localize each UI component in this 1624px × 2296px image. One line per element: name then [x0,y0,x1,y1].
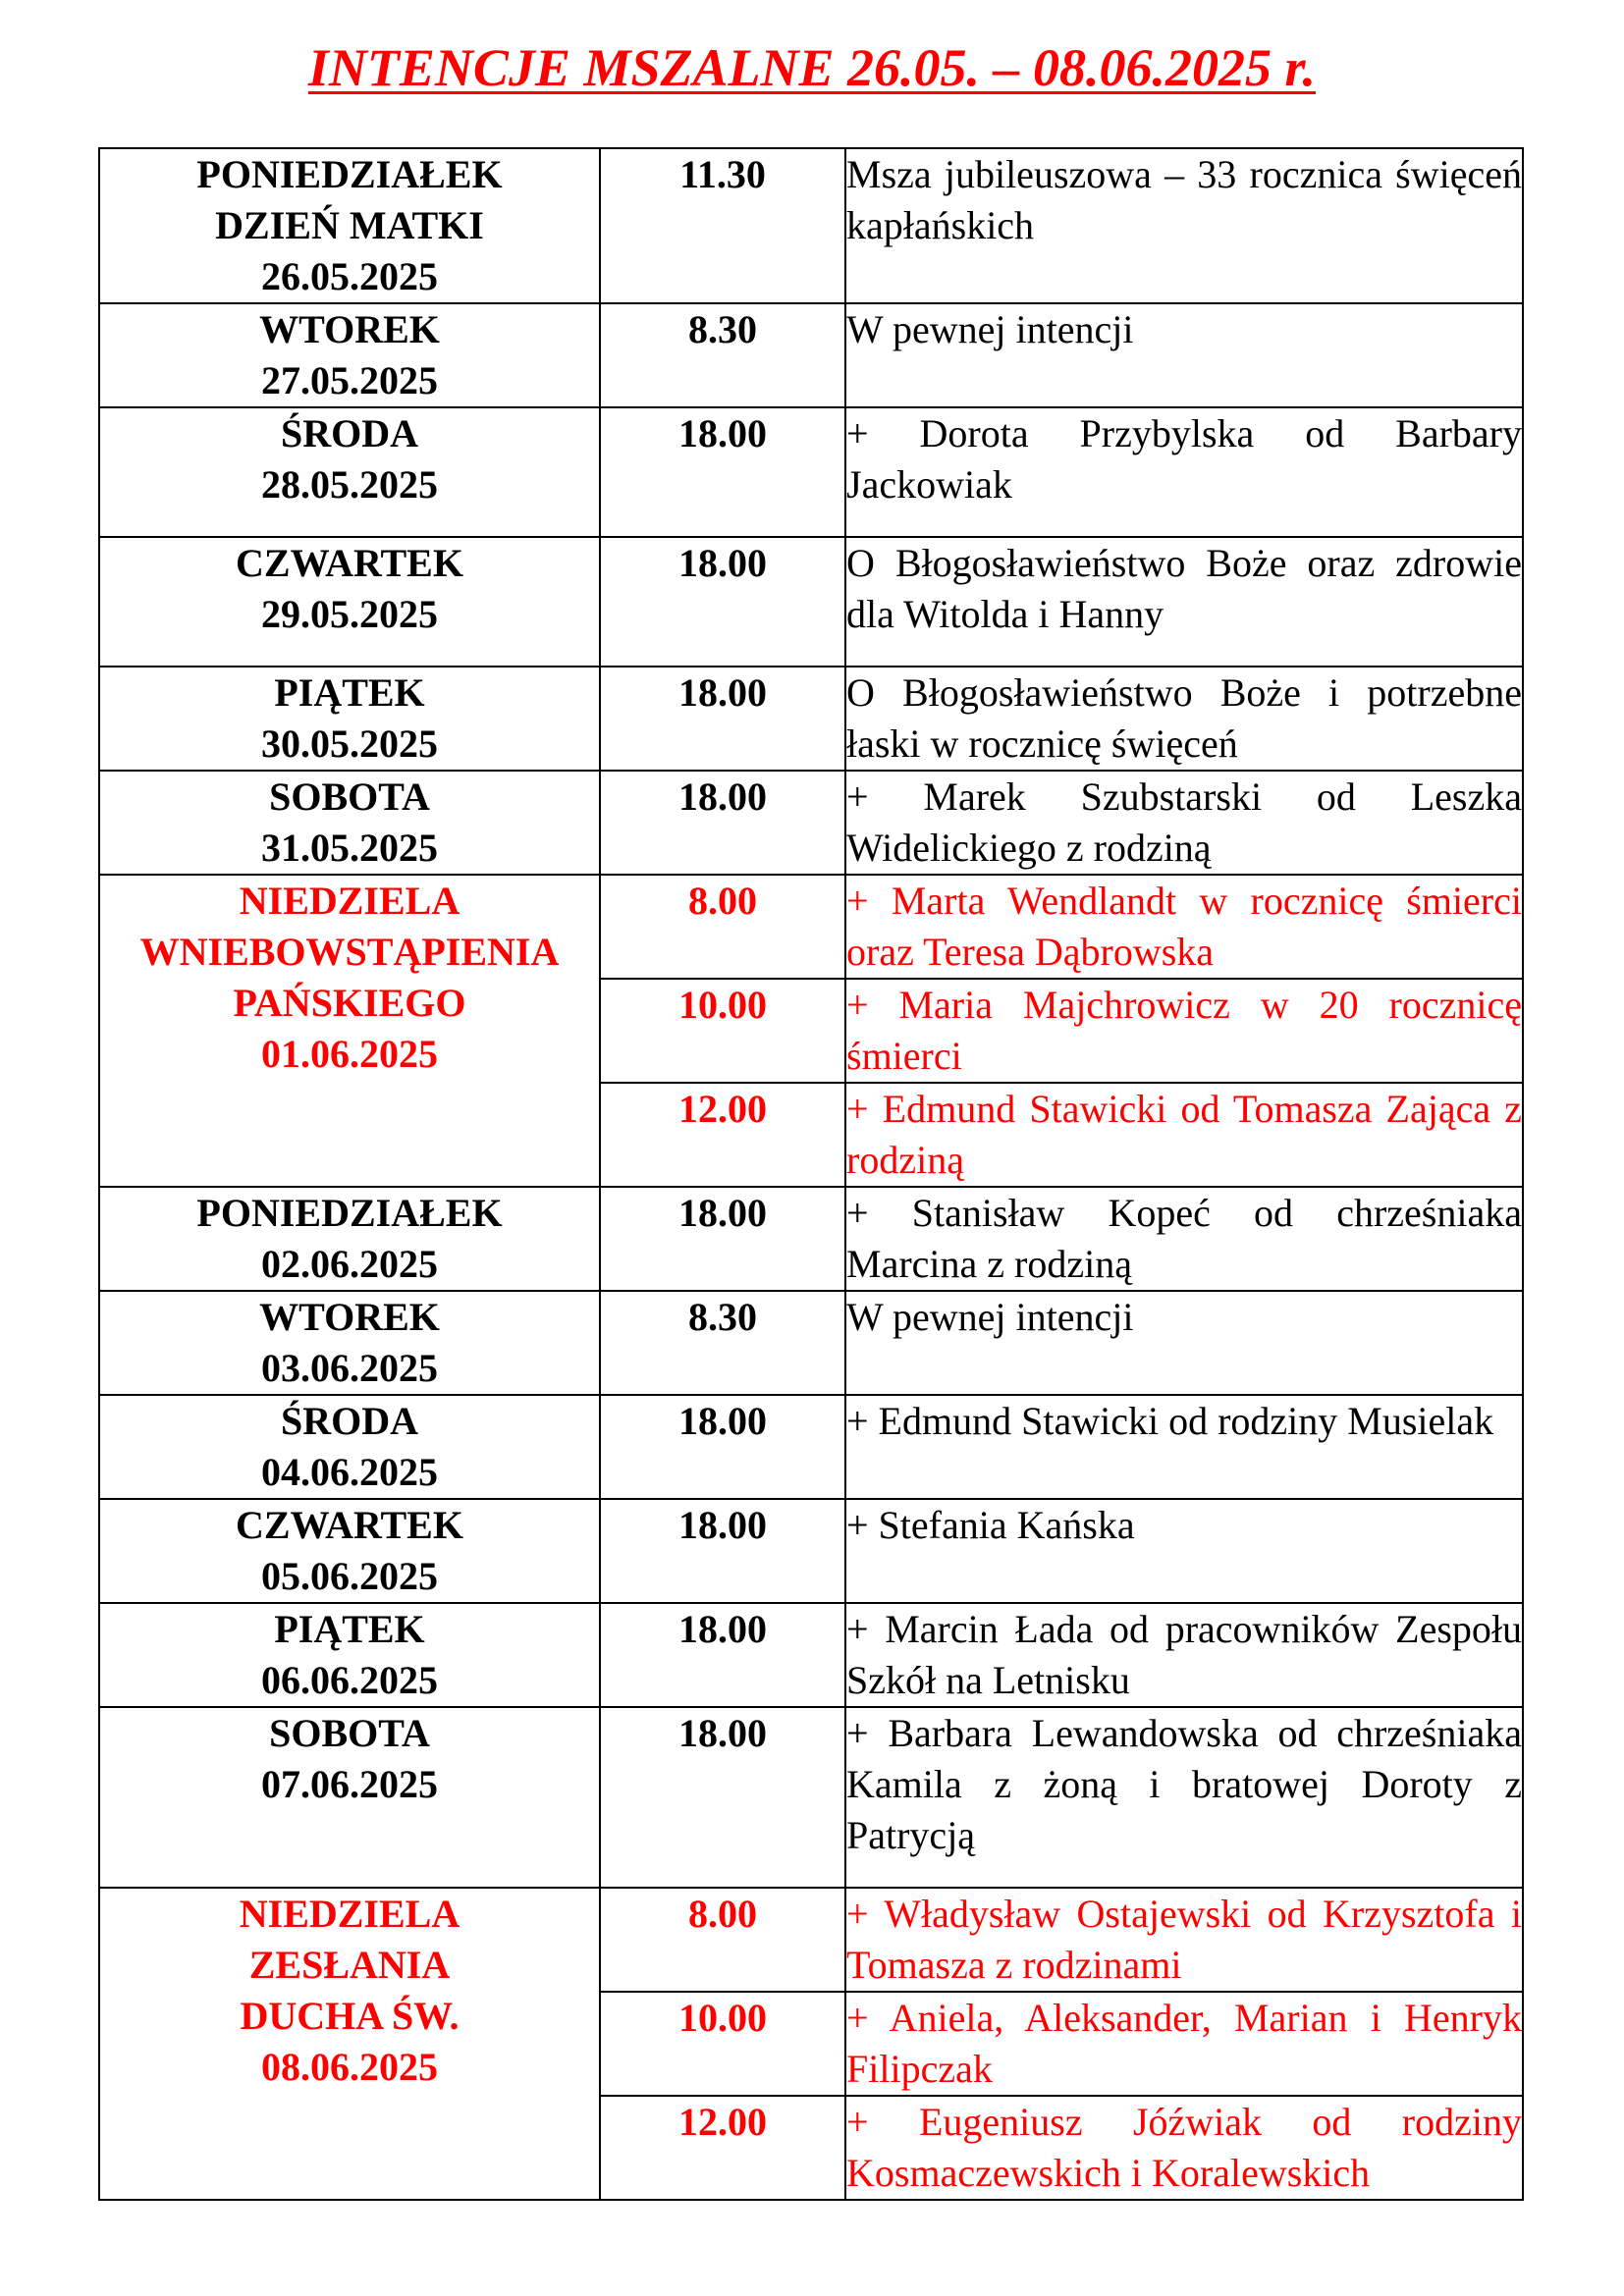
day-cell [99,771,600,875]
mass-time: 18.00 [600,667,845,771]
mass-intention: + Marta Wendlandt w rocznicę śmierci oraz Teresa Dąbrowska [845,875,1523,979]
mass-time: 18.00 [600,771,845,875]
mass-intention: W pewnej intencji [845,303,1523,407]
mass-intention: + Dorota Przybylska od Barbary Jackowiak [845,407,1523,537]
mass-intention: Msza jubileuszowa – 33 rocznica święceń kapłańskich [845,148,1523,303]
mass-time: 8.00 [600,1888,845,1992]
mass-intention: + Władysław Ostajewski od Krzysztofa i Tomasza z rodzinami [845,1888,1523,1992]
day-label-line: SOBOTA [269,774,430,819]
day-label-line: 01.06.2025 [261,1032,438,1076]
day-label-line: ŚRODA [280,411,419,455]
table-row [99,1187,1523,1291]
mass-intention: + Edmund Stawicki od rodziny Musielak [845,1395,1523,1499]
mass-time: 18.00 [600,1603,845,1707]
mass-time: 18.00 [600,537,845,667]
mass-time: 12.00 [600,2096,845,2200]
mass-intention: + Aniela, Aleksander, Marian i Henryk Filipczak [845,1992,1523,2096]
day-label-line: NIEDZIELA [239,1892,460,1936]
table-row [99,407,1523,537]
day-label-line: NIEDZIELA [239,879,460,923]
day-cell [99,875,600,1187]
mass-intention: + Edmund Stawicki od Tomasza Zająca z rodziną [845,1083,1523,1187]
mass-intention: + Barbara Lewandowska od chrześniaka Kamila z żoną i bratowej Doroty z Patrycją [845,1707,1523,1888]
day-label-line: DZIEŃ MATKI [215,203,484,247]
day-label-line: 27.05.2025 [261,358,438,402]
mass-intention: + Marcin Łada od pracowników Zespołu Szkół na Letnisku [845,1603,1523,1707]
day-label-line: ZESŁANIA [248,1943,451,1987]
day-label-line: 07.06.2025 [261,1762,438,1806]
mass-time: 18.00 [600,407,845,537]
day-cell [99,1291,600,1395]
day-label-line: 06.06.2025 [261,1658,438,1702]
mass-time: 8.30 [600,303,845,407]
day-label-line: PIĄTEK [274,670,425,715]
mass-time: 18.00 [600,1499,845,1603]
mass-intention: O Błogosławieństwo Boże oraz zdrowie dla Witolda i Hanny [845,537,1523,667]
table-row [99,1499,1523,1603]
day-label-line: ŚRODA [280,1399,419,1443]
day-cell [99,667,600,771]
mass-intention: + Eugeniusz Jóźwiak od rodziny Kosmaczewskich i Koralewskich [845,2096,1523,2200]
mass-time: 8.30 [600,1291,845,1395]
day-label-line: 30.05.2025 [261,721,438,766]
mass-time: 10.00 [600,1992,845,2096]
table-row [99,1888,1523,1992]
day-cell [99,1707,600,1888]
mass-schedule-table [98,147,1524,2201]
day-label-line: PONIEDZIAŁEK [196,1191,503,1235]
table-row [99,667,1523,771]
day-label-line: PAŃSKIEGO [233,981,466,1025]
mass-time: 18.00 [600,1395,845,1499]
day-cell [99,148,600,303]
day-cell [99,1395,600,1499]
day-cell [99,1603,600,1707]
mass-time: 18.00 [600,1187,845,1291]
mass-time: 18.00 [600,1707,845,1888]
mass-time: 8.00 [600,875,845,979]
mass-time: 11.30 [600,148,845,303]
mass-time: 10.00 [600,979,845,1083]
day-cell [99,1187,600,1291]
mass-time: 12.00 [600,1083,845,1187]
day-cell [99,1888,600,2200]
mass-intention: O Błogosławieństwo Boże i potrzebne łaski w rocznicę święceń [845,667,1523,771]
table-row [99,148,1523,303]
page-title: INTENCJE MSZALNE 26.05. – 08.06.2025 r. [307,38,1317,97]
day-label-line: PIĄTEK [274,1607,425,1651]
day-label-line: 04.06.2025 [261,1450,438,1494]
day-label-line: 02.06.2025 [261,1242,438,1286]
day-label-line: CZWARTEK [236,541,463,585]
day-label-line: 03.06.2025 [261,1346,438,1390]
mass-intention: + Stanisław Kopeć od chrześniaka Marcina z rodziną [845,1187,1523,1291]
mass-intention: W pewnej intencji [845,1291,1523,1395]
table-row [99,1707,1523,1888]
day-label-line: 05.06.2025 [261,1554,438,1598]
day-cell [99,407,600,537]
day-cell [99,303,600,407]
mass-intention: + Marek Szubstarski od Leszka Widelickiego z rodziną [845,771,1523,875]
day-label-line: 08.06.2025 [261,2045,438,2089]
day-label-line: PONIEDZIAŁEK [196,152,503,196]
schedule-body [99,148,1523,2200]
day-label-line: WTOREK [259,307,440,351]
day-label-line: WNIEBOWSTĄPIENIA [139,930,560,974]
table-row [99,1395,1523,1499]
day-label-line: 26.05.2025 [261,254,438,298]
table-row [99,303,1523,407]
table-row [99,1291,1523,1395]
day-label-line: 29.05.2025 [261,592,438,636]
day-cell [99,537,600,667]
day-label-line: CZWARTEK [236,1503,463,1547]
day-label-line: WTOREK [259,1295,440,1339]
table-row [99,771,1523,875]
table-row [99,875,1523,979]
mass-intention: + Stefania Kańska [845,1499,1523,1603]
table-row [99,537,1523,667]
day-label-line: DUCHA ŚW. [240,1994,460,2038]
day-label-line: SOBOTA [269,1711,430,1755]
table-row [99,1603,1523,1707]
day-label-line: 31.05.2025 [261,826,438,870]
day-label-line: 28.05.2025 [261,462,438,507]
day-cell [99,1499,600,1603]
mass-intention: + Maria Majchrowicz w 20 rocznicę śmierci [845,979,1523,1083]
